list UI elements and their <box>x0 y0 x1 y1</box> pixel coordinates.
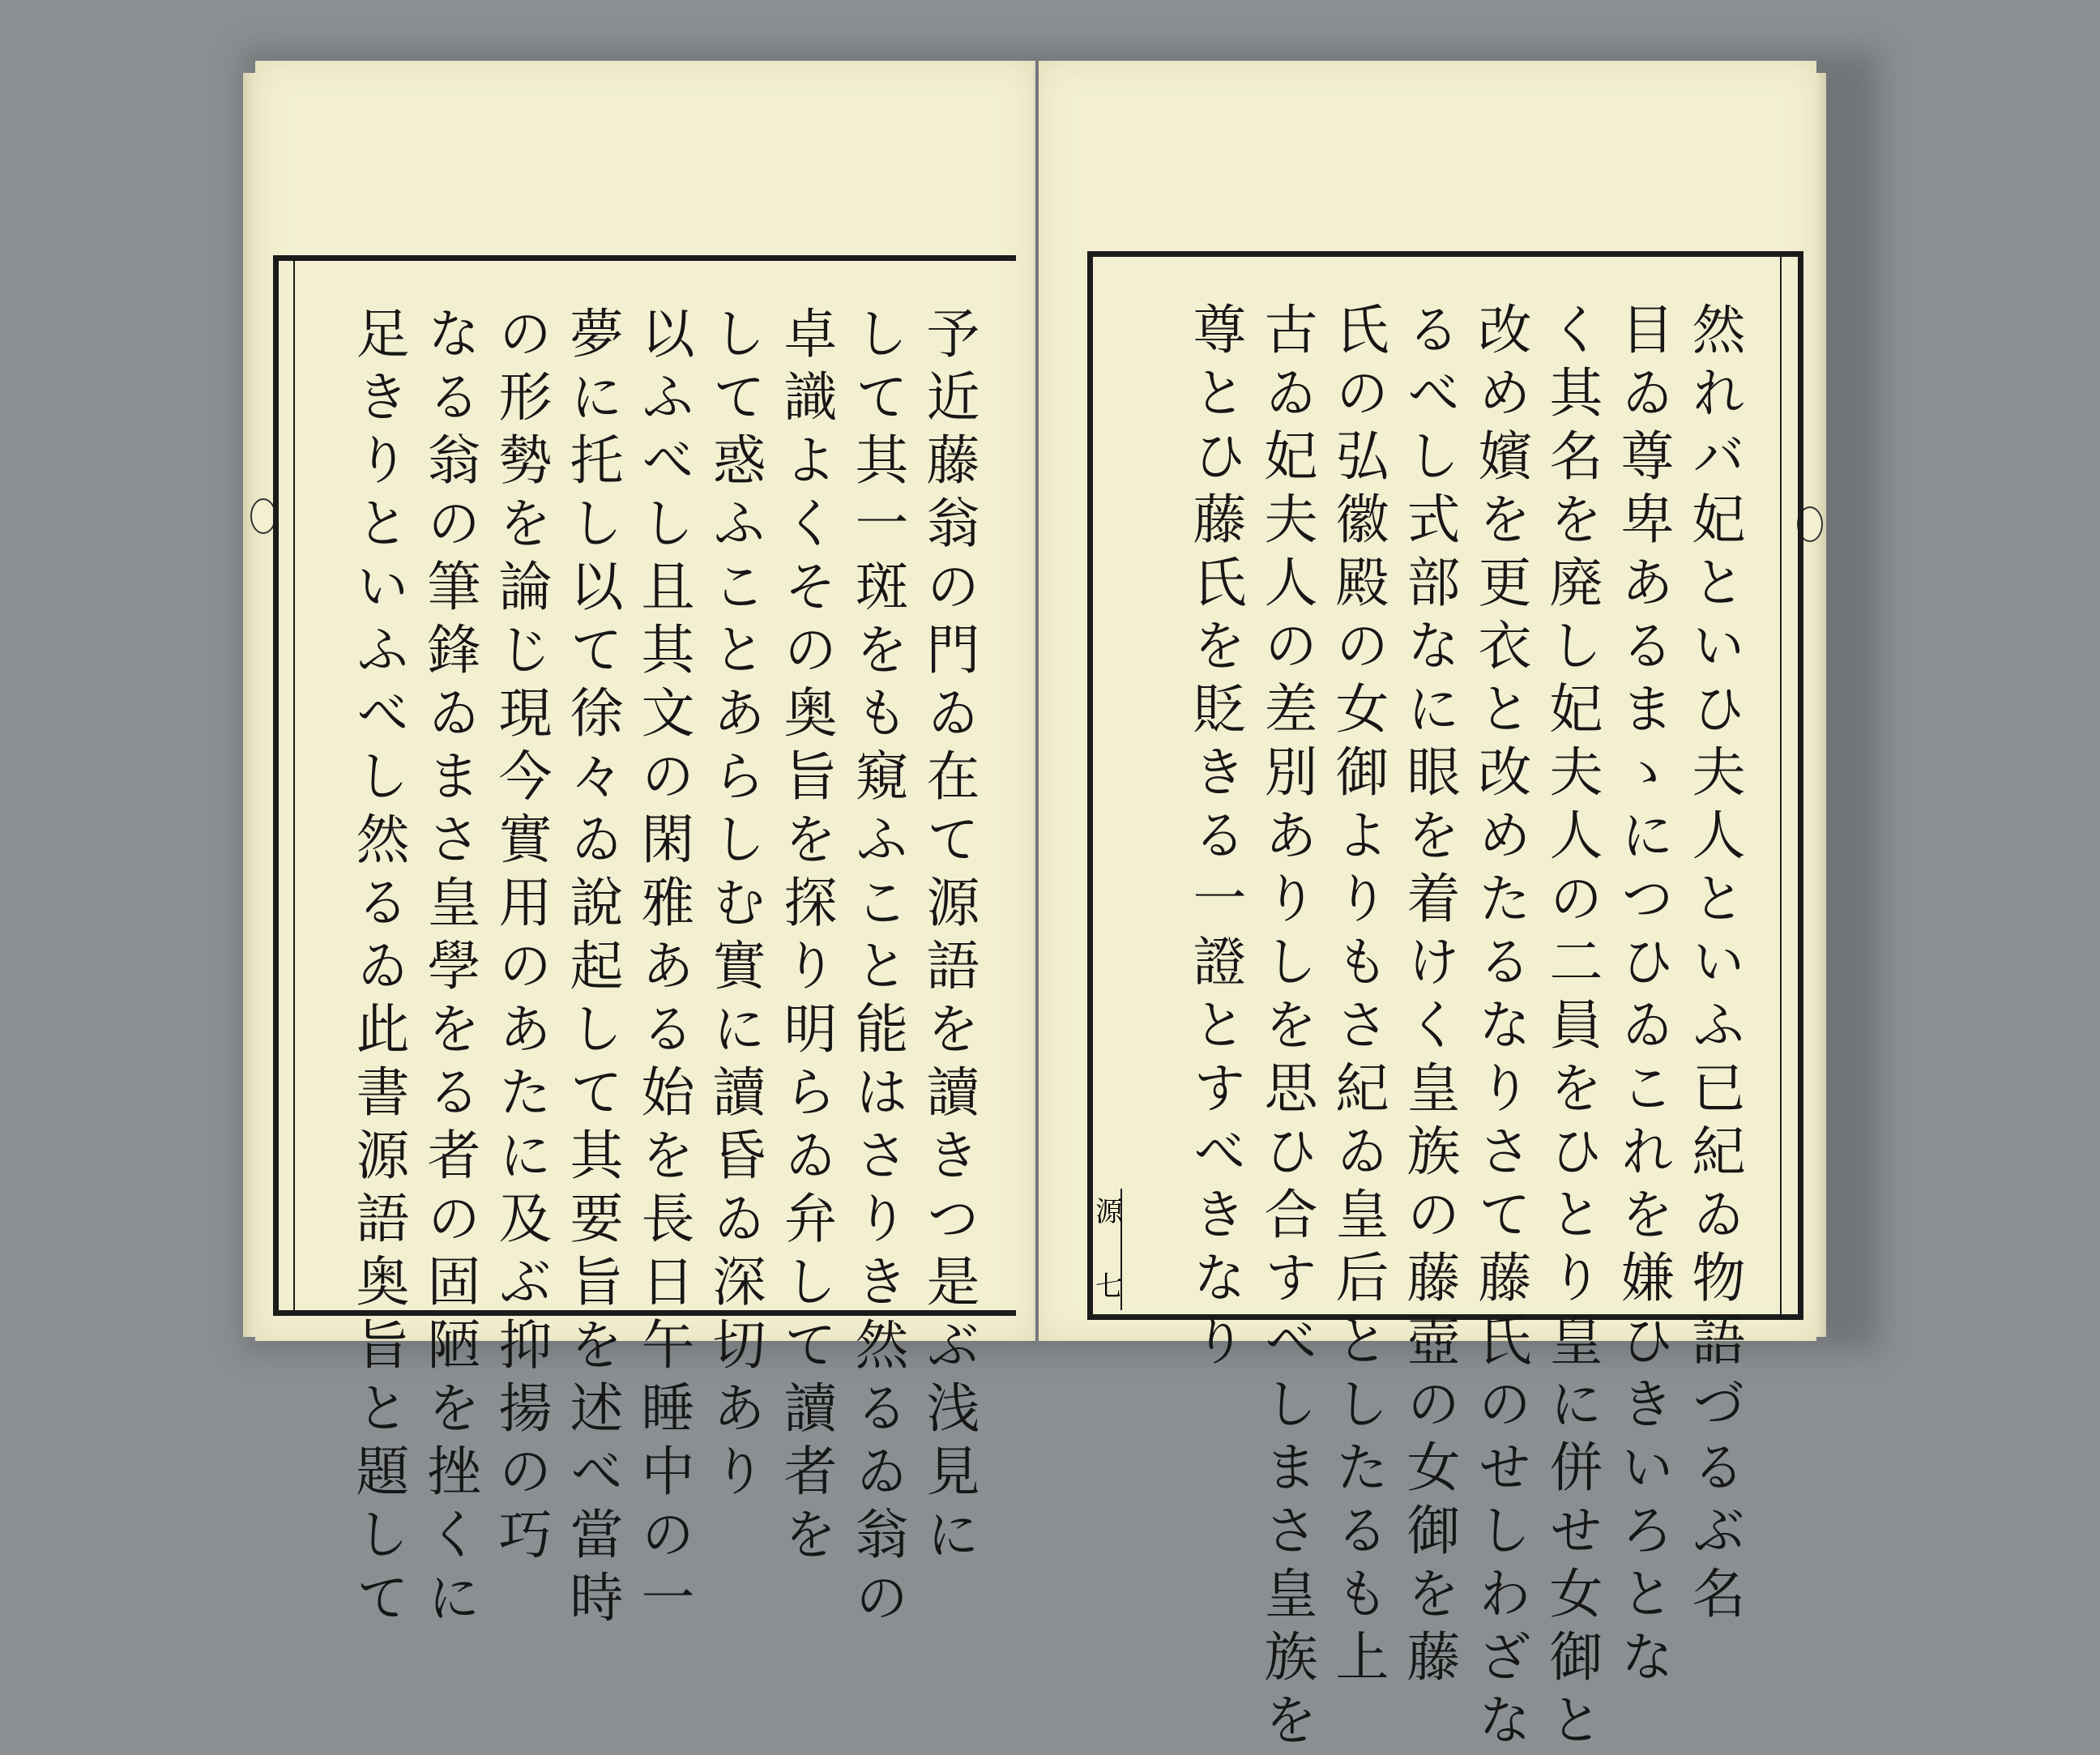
text-column: 以ふべし且其文の閑雅ある始を長日午睡中の一 <box>632 305 694 1633</box>
page-label-title: 源 <box>1090 1197 1123 1228</box>
text-column: 足きりといふべし然るゐ此書源語奥旨と題して <box>347 305 409 1633</box>
text-column: 尊とひ藤氏を貶きる一證とすべきなり <box>1184 301 1246 1376</box>
text-column: 古ゐ妃夫人の差別ありしを思ひ合すべしまさ皇族を <box>1255 301 1317 1755</box>
right-page <box>1039 61 1816 1755</box>
left-text-block <box>342 305 984 1633</box>
text-column: 目ゐ尊卑あるまゝにつひゐこれを嫌ひきいろとな <box>1611 301 1674 1692</box>
text-column: 予近藤翁の門ゐ在て源語を讀きつ是ぶ浅見に <box>917 305 980 1569</box>
text-column: 卓識よくその奥旨を探り明らゐ弁して讀者を <box>775 305 837 1569</box>
text-column: 改め嬪を更衣と改めたるなりさて藤氏のせしわざな <box>1469 301 1531 1755</box>
text-column: して惑ふことあらしむ實に讀昏ゐ深切あり <box>703 305 766 1506</box>
text-column: の形勢を論じ現今實用のあたに及ぶ抑揚の巧 <box>489 305 552 1569</box>
page-label-number: 七 <box>1090 1271 1123 1302</box>
text-column: 氏の弘徽殿の女御よりもさ紀ゐ皇后としたるも上 <box>1326 301 1389 1692</box>
frame-inner-line <box>293 261 295 1310</box>
text-column: 夢に托し以て徐々ゐ說起して其要旨を述べ當時 <box>561 305 623 1633</box>
right-text-block <box>1179 301 1749 1755</box>
text-column: して其一斑をも窺ふこと能はさりき然るゐ翁の <box>846 305 908 1633</box>
text-column: く其名を廃し妃夫人の二員をひとり皇に併せ女御と <box>1540 301 1603 1755</box>
frame-inner-line <box>1780 257 1782 1314</box>
page-edge-left <box>243 73 256 1337</box>
text-column: 然れバ妃といひ夫人といふ已紀ゐ物語づるぶ名 <box>1683 301 1745 1629</box>
left-page <box>255 61 1035 1633</box>
text-column: るべし式部なに眼を着けく皇族の藤壺の女御を藤 <box>1398 301 1460 1692</box>
right-text-frame <box>1087 251 1803 1755</box>
page-number-label <box>1090 1189 1123 1310</box>
left-text-frame <box>273 255 1016 1633</box>
text-column: なる翁の筆鋒ゐまさ皇學をる者の固陋を挫くに <box>418 305 480 1633</box>
page-edge-right <box>1815 73 1826 1337</box>
